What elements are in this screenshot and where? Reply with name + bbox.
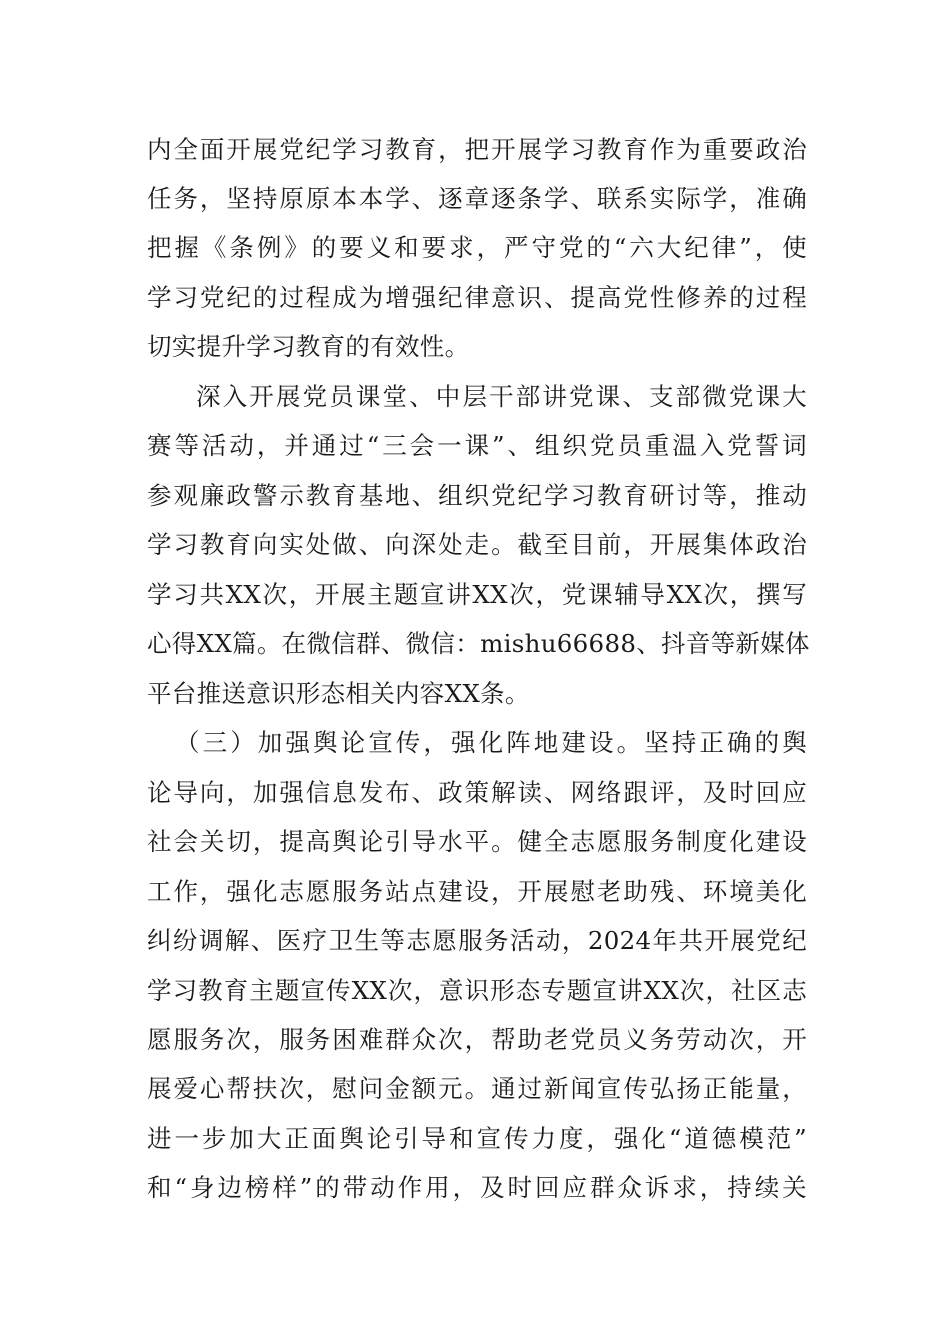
text-line: 展爱心帮扶次，慰问金额元。通过新闻宣传弘扬正能量， [147,1074,807,1103]
text-line: 学习教育向实处做、向深处走。截至目前，开展集体政治 [147,530,807,559]
section-heading-line: （三）加强舆论宣传，强化阵地建设。坚持正确的舆 [175,728,807,757]
text-line: 学习教育主题宣传XX次，意识形态专题宣讲XX次，社区志 [147,976,807,1005]
text-line: 任务，坚持原原本本学、逐章逐条学、联系实际学，准确 [147,184,807,213]
text-line: 进一步加大正面舆论引导和宣传力度，强化“道德模范” [147,1124,807,1153]
text-line: 和“身边榜样”的带动作用，及时回应群众诉求，持续关 [147,1173,807,1202]
text-line: 内全面开展党纪学习教育，把开展学习教育作为重要政治 [147,135,807,164]
text-line: 学习共XX次，开展主题宣讲XX次，党课辅导XX次，撰写 [147,580,807,609]
text-line: 学习党纪的过程成为增强纪律意识、提高党性修养的过程 [147,283,807,312]
text-line: 赛等活动，并通过“三会一课”、组织党员重温入党誓词 [147,431,807,460]
text-line: 参观廉政警示教育基地、组织党纪学习教育研讨等，推动 [147,481,807,510]
text-line: 平台推送意识形态相关内容XX条。 [147,679,530,708]
text-line: 纠纷调解、医疗卫生等志愿服务活动，2024年共开展党纪 [147,926,807,955]
text-line: 把握《条例》的要义和要求，严守党的“六大纪律”，使 [147,233,807,262]
text-line: 心得XX篇。在微信群、微信：mishu66688、抖音等新媒体 [147,629,810,658]
text-line: 工作，强化志愿服务站点建设，开展慰老助残、环境美化 [147,877,807,906]
text-line: 切实提升学习教育的有效性。 [147,332,470,361]
text-line: 愿服务次，服务困难群众次，帮助老党员义务劳动次，开 [147,1025,807,1054]
text-line: 社会关切，提高舆论引导水平。健全志愿服务制度化建设 [147,827,807,856]
text-line: 论导向，加强信息发布、政策解读、网络跟评，及时回应 [147,778,807,807]
paragraph-first-line: 深入开展党员课堂、中层干部讲党课、支部微党课大 [196,382,807,411]
